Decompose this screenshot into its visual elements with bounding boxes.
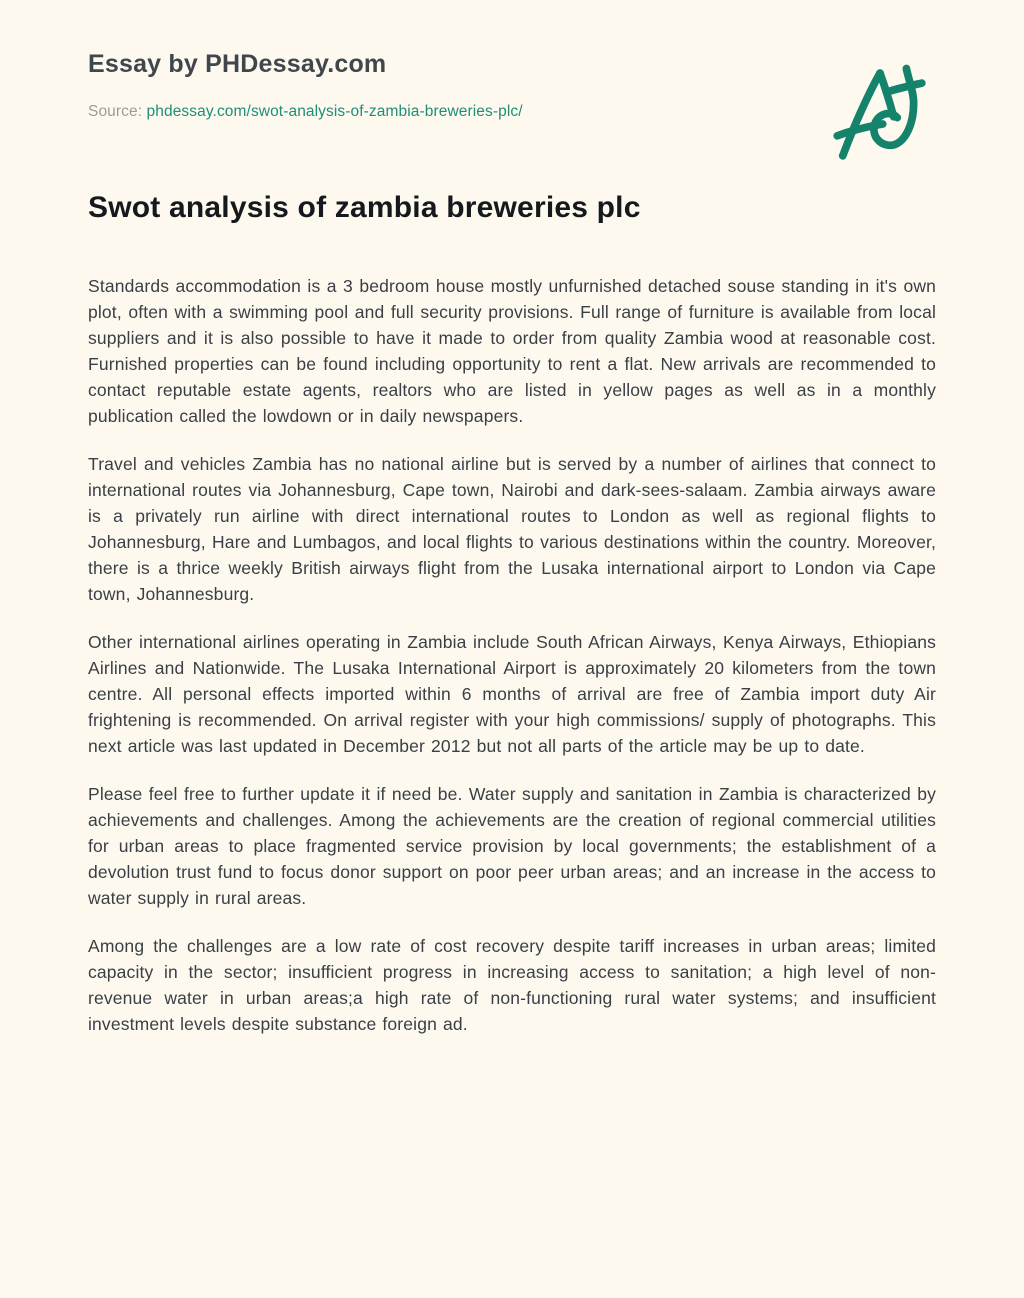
a-plus-logo-icon	[830, 157, 930, 174]
site-title: Essay by PHDessay.com	[88, 50, 387, 78]
source-label: Source:	[88, 103, 143, 120]
source-line	[88, 103, 936, 121]
phdessay-logo	[830, 58, 930, 170]
page-header	[88, 50, 936, 121]
source-link[interactable]: phdessay.com/swot-analysis-of-zambia-breweries-plc/	[146, 103, 523, 120]
essay-paragraph-4: Please feel free to further update it if need be. Water supply and sanitation in Zambia is characterized by achievements and challenges. Among the achievements are the creation of regional commercial utilities for urban areas to place fragmented service provision by local governments; the establishment of a devolution trust fund to focus donor support on poor peer urban areas; and an increase in the access to water supply in rural areas.	[88, 784, 936, 908]
essay-paragraph-1: Standards accommodation is a 3 bedroom house mostly unfurnished detached souse standing in it's own plot, often with a swimming pool and full security provisions. Full range of furniture is available from local suppliers and it is also possible to have it made to order from quality Zambia wood at reasonable cost. Furnished properties can be found including opportunity to rent a flat. New arrivals are recommended to contact reputable estate agents, realtors who are listed in yellow pages as well as in a monthly publication called the lowdown or in daily newspapers.	[88, 276, 936, 426]
essay-content	[88, 191, 936, 1037]
essay-body	[88, 273, 936, 1037]
essay-paragraph-3: Other international airlines operating in Zambia include South African Airways, Kenya Airways, Ethiopians Airlines and Nationwide. The Lusaka International Airport is approximately 20 kilometers from the town centre. All personal effects imported within 6 months of arrival are free of Zambia import duty Air frightening is recommended. On arrival register with your high commissions/ supply of photographs. This next article was last updated in December 2012 but not all parts of the article may be up to date.	[88, 632, 936, 756]
essay-title: Swot analysis of zambia breweries plc	[88, 191, 641, 224]
essay-paragraph-5: Among the challenges are a low rate of cost recovery despite tariff increases in urban areas; limited capacity in the sector; insufficient progress in increasing access to sanitation; a high level of non- revenue water in urban areas;a high rate of non-functioning rural water systems; and insufficient investment levels despite substance foreign ad.	[88, 936, 936, 1034]
essay-paragraph-2: Travel and vehicles Zambia has no national airline but is served by a number of airlines that connect to international routes via Johannesburg, Cape town, Nairobi and dark-sees-salaam. Zambia airways aware is a privately run airline with direct international routes to London as well as regional flights to Johannesburg, Hare and Lumbagos, and local flights to various destinations within the country. Moreover, there is a thrice weekly British airways flight from the Lusaka international airport to London via Cape town, Johannesburg.	[88, 454, 936, 604]
